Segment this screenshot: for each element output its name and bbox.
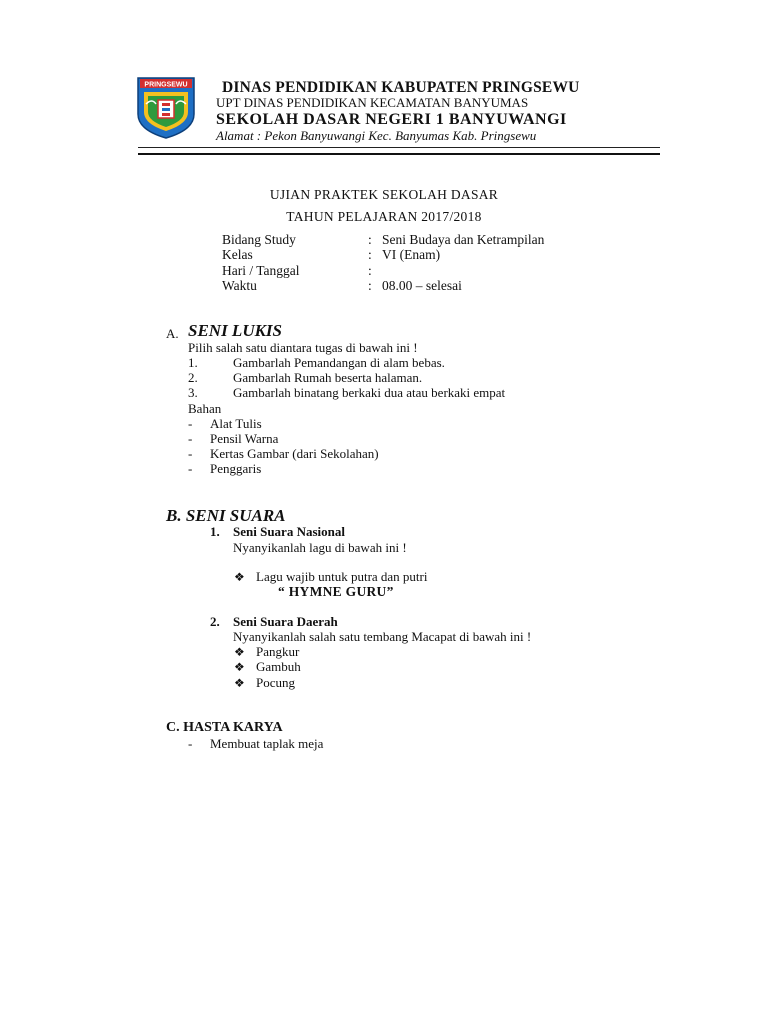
letterhead-address: Alamat : Pekon Banyuwangi Kec. Banyumas Kab. Pringsewu bbox=[216, 128, 537, 143]
material-dash: - bbox=[188, 446, 193, 461]
section-b-title: B. SENI SUARA bbox=[166, 506, 286, 525]
subsection-title-nasional: Seni Suara Nasional bbox=[233, 524, 345, 539]
info-label-date: Hari / Tanggal bbox=[222, 263, 300, 278]
song-category: Lagu wajib untuk putra dan putri bbox=[256, 569, 428, 584]
macapat-item: Gambuh bbox=[256, 659, 301, 674]
info-value-class: VI (Enam) bbox=[382, 247, 441, 262]
info-colon: : bbox=[368, 247, 372, 262]
letterhead-upt: UPT DINAS PENDIDIKAN KECAMATAN BANYUMAS bbox=[216, 95, 529, 110]
info-label-class: Kelas bbox=[222, 247, 253, 262]
subsection-number: 2. bbox=[210, 614, 220, 629]
exam-title: UJIAN PRAKTEK SEKOLAH DASAR bbox=[269, 187, 499, 202]
info-label-time: Waktu bbox=[222, 278, 257, 293]
material-dash: - bbox=[188, 461, 193, 476]
pringsewu-logo bbox=[134, 74, 198, 140]
materials-label: Bahan bbox=[188, 401, 222, 416]
macapat-item: Pocung bbox=[256, 675, 295, 690]
material-item: Penggaris bbox=[210, 461, 262, 476]
material-item: Kertas Gambar (dari Sekolahan) bbox=[210, 446, 379, 461]
diamond-bullet-icon: ❖ bbox=[234, 676, 245, 690]
info-value-subject: Seni Budaya dan Ketrampilan bbox=[382, 232, 545, 247]
letterhead-agency: DINAS PENDIDIKAN KABUPATEN PRINGSEWU bbox=[222, 79, 580, 96]
exam-year: TAHUN PELAJARAN 2017/2018 bbox=[286, 209, 482, 224]
task-text: Gambarlah binatang berkaki dua atau berkaki empat bbox=[233, 385, 506, 400]
diamond-bullet-icon: ❖ bbox=[234, 645, 245, 659]
material-item: Pensil Warna bbox=[210, 431, 279, 446]
section-a-letter: A. bbox=[166, 326, 179, 341]
subsection-number: 1. bbox=[210, 524, 220, 539]
letterhead-school: SEKOLAH DASAR NEGERI 1 BANYUWANGI bbox=[216, 111, 567, 128]
info-colon: : bbox=[368, 263, 372, 278]
letterhead-rule-thick bbox=[138, 153, 660, 155]
task-text: Gambarlah Rumah beserta halaman. bbox=[233, 370, 423, 385]
task-text: Gambarlah Pemandangan di alam bebas. bbox=[233, 355, 445, 370]
info-colon: : bbox=[368, 278, 372, 293]
diamond-bullet-icon: ❖ bbox=[234, 660, 245, 674]
craft-dash: - bbox=[188, 736, 193, 751]
info-label-subject: Bidang Study bbox=[222, 232, 296, 247]
task-number: 2. bbox=[188, 370, 198, 385]
section-c-title: C. HASTA KARYA bbox=[166, 720, 283, 735]
info-colon: : bbox=[368, 232, 372, 247]
macapat-item: Pangkur bbox=[256, 644, 300, 659]
task-number: 1. bbox=[188, 355, 198, 370]
task-number: 3. bbox=[188, 385, 198, 400]
song-title: “ HYMNE GURU” bbox=[278, 584, 394, 599]
material-dash: - bbox=[188, 416, 193, 431]
subsection-instruction: Nyanyikanlah lagu di bawah ini ! bbox=[233, 540, 407, 555]
diamond-bullet-icon: ❖ bbox=[234, 570, 245, 584]
material-item: Alat Tulis bbox=[210, 416, 262, 431]
section-a-instruction: Pilih salah satu diantara tugas di bawah ini ! bbox=[188, 340, 418, 355]
section-a-title: SENI LUKIS bbox=[188, 321, 283, 340]
subsection-title-daerah: Seni Suara Daerah bbox=[233, 614, 338, 629]
letterhead-rule-thin bbox=[138, 147, 660, 148]
craft-item: Membuat taplak meja bbox=[210, 736, 324, 751]
info-value-time: 08.00 – selesai bbox=[382, 278, 462, 293]
logo-text: PRINGSEWU bbox=[144, 81, 188, 89]
material-dash: - bbox=[188, 431, 193, 446]
subsection-instruction: Nyanyikanlah salah satu tembang Macapat di bawah ini ! bbox=[233, 629, 532, 644]
